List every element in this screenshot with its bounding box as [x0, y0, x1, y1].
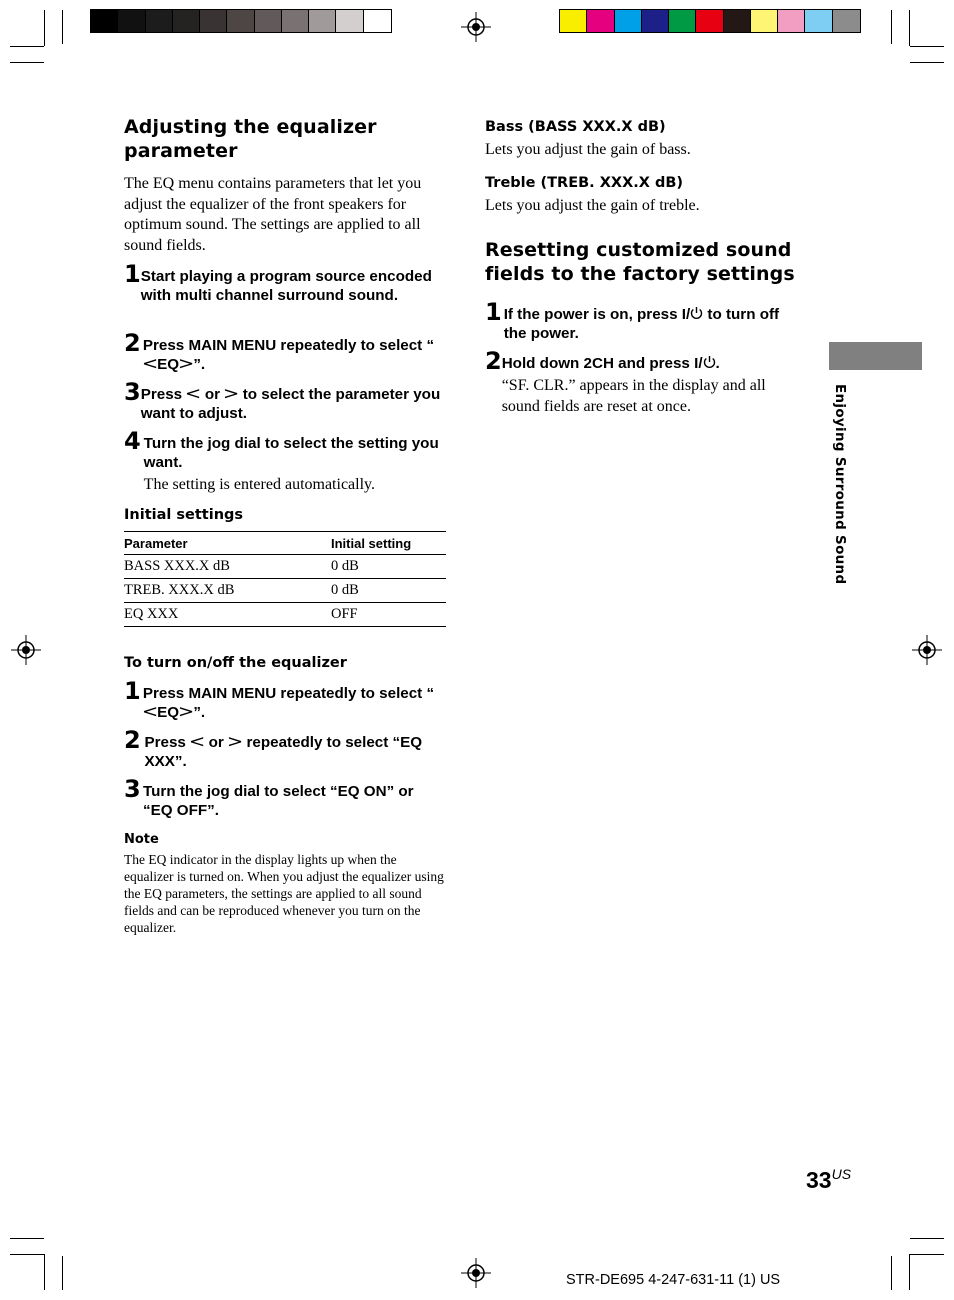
color-swatch [173, 10, 200, 32]
step-text: Hold down 2CH and press I/ . [501, 355, 720, 372]
setting-cell: 0 dB [331, 558, 359, 574]
column-header-parameter: Parameter [124, 535, 188, 551]
color-swatch [669, 10, 696, 32]
registration-mark-top-icon [461, 12, 491, 42]
parameter-cell: TREB. XXX.X dB [124, 582, 235, 598]
step-number: 1 [124, 677, 141, 705]
initial-settings-table [124, 531, 446, 627]
table-row [124, 579, 446, 603]
treble-description: Lets you adjust the gain of treble. [485, 197, 700, 214]
initial-settings-table-wrap [124, 531, 446, 627]
color-swatch [751, 10, 778, 32]
color-swatch [200, 10, 227, 32]
treble-heading: Treble (TREB. XXX.X dB) [485, 175, 684, 191]
grayscale-color-bar [90, 9, 392, 33]
parameter-cell: EQ XXX [124, 606, 179, 622]
step-text: Press MAIN MENU repeatedly to select “<EQ>”. [141, 685, 435, 722]
left-arrow-icon: < [141, 354, 159, 374]
parameter-cell: BASS XXX.X dB [124, 558, 230, 574]
toggle-equalizer-heading: To turn on/off the equalizer [124, 655, 347, 671]
step-text: Press < or > repeatedly to select “EQ XXX”. [144, 732, 423, 770]
note-text: The EQ indicator in the display lights up when the equalizer is turned on. When you adjust the equalizer using the EQ parameters, the settings are applied to all sound fields and can be reproduced whenever you turn on the equalizer. [124, 852, 444, 935]
color-swatch [227, 10, 254, 32]
intro-paragraph: The EQ menu contains parameters that let you adjust the equalizer of the front speakers for optimum sound. The settings are applied to all sound fields. [124, 175, 422, 254]
right-arrow-icon: > [226, 732, 244, 752]
color-swatch [118, 10, 145, 32]
right-arrow-icon: > [177, 702, 195, 722]
left-arrow-icon: < [189, 732, 206, 752]
color-swatch [91, 10, 118, 32]
page-suffix: US [831, 1166, 852, 1182]
left-arrow-icon: < [185, 384, 202, 404]
bass-description: Lets you adjust the gain of bass. [485, 141, 691, 158]
color-swatch [309, 10, 336, 32]
setting-cell: 0 dB [331, 582, 359, 598]
chapter-side-label: Enjoying Surround Sound [832, 384, 848, 585]
color-swatch [146, 10, 173, 32]
right-arrow-icon: > [223, 384, 240, 404]
step-number: 3 [124, 775, 141, 803]
color-swatch [560, 10, 587, 32]
eq-step-4 [124, 427, 446, 496]
left-arrow-icon: < [141, 702, 159, 722]
color-swatch [778, 10, 805, 32]
step-text: Turn the jog dial to select “EQ ON” or “EQ OFF”. [143, 783, 414, 819]
power-icon [703, 355, 716, 369]
column-header-initial-setting: Initial setting [331, 535, 412, 551]
section-heading-equalizer: Adjusting the equalizer parameter [124, 116, 377, 162]
step-text: If the power is on, press I/ to turn off the power. [503, 306, 780, 342]
setting-cell: OFF [331, 606, 358, 622]
toggle-step-3 [124, 775, 446, 820]
registration-mark-right-icon [912, 635, 942, 665]
footer-document-code: STR-DE695 4-247-631-11 (1) US [566, 1272, 781, 1288]
color-swatch [696, 10, 723, 32]
eq-step-1 [124, 260, 446, 305]
step-result-text: “SF. CLR.” appears in the display and all sound fields are reset at once. [501, 377, 766, 415]
chapter-tab [829, 342, 922, 370]
process-color-bar [559, 9, 861, 33]
step-number: 2 [485, 347, 502, 375]
color-swatch [336, 10, 363, 32]
toggle-step-2 [124, 726, 446, 771]
toggle-step-1 [124, 677, 446, 722]
step-number: 4 [124, 427, 141, 455]
note-heading: Note [124, 832, 159, 847]
step-text: Press MAIN MENU repeatedly to select “<EQ>”. [141, 337, 435, 374]
color-swatch [642, 10, 669, 32]
color-swatch [615, 10, 642, 32]
eq-step-3 [124, 378, 446, 423]
color-swatch [724, 10, 751, 32]
color-swatch [282, 10, 309, 32]
color-swatch [833, 10, 860, 32]
step-number: 2 [124, 329, 141, 357]
section-heading-reset: Resetting customized sound fields to the factory settings [485, 239, 795, 285]
registration-mark-bottom-icon [461, 1258, 491, 1288]
reset-step-2 [485, 347, 805, 417]
step-text: Turn the jog dial to select the setting you want. [143, 435, 439, 471]
table-header-row [124, 532, 446, 555]
color-swatch [805, 10, 832, 32]
page-number: $33^{US}$ [806, 1166, 852, 1193]
color-swatch [587, 10, 614, 32]
table-row [124, 555, 446, 579]
table-row [124, 603, 446, 627]
eq-step-2 [124, 329, 446, 374]
power-icon [690, 306, 703, 320]
registration-mark-left-icon [11, 635, 41, 665]
bass-heading: Bass (BASS XXX.X dB) [485, 119, 666, 135]
reset-step-1 [485, 298, 805, 343]
step-text: Press < or > to select the parameter you want to adjust. [140, 384, 441, 422]
right-arrow-icon: > [177, 354, 195, 374]
step-number: 1 [124, 260, 141, 288]
step-result-text: The setting is entered automatically. [143, 476, 375, 493]
step-text: Start playing a program source encoded with multi channel surround sound. [140, 268, 432, 304]
color-swatch [364, 10, 391, 32]
step-number: 3 [124, 378, 141, 406]
color-swatch [255, 10, 282, 32]
step-number: 1 [485, 298, 502, 326]
step-number: 2 [124, 726, 141, 754]
initial-settings-heading: Initial settings [124, 507, 244, 523]
